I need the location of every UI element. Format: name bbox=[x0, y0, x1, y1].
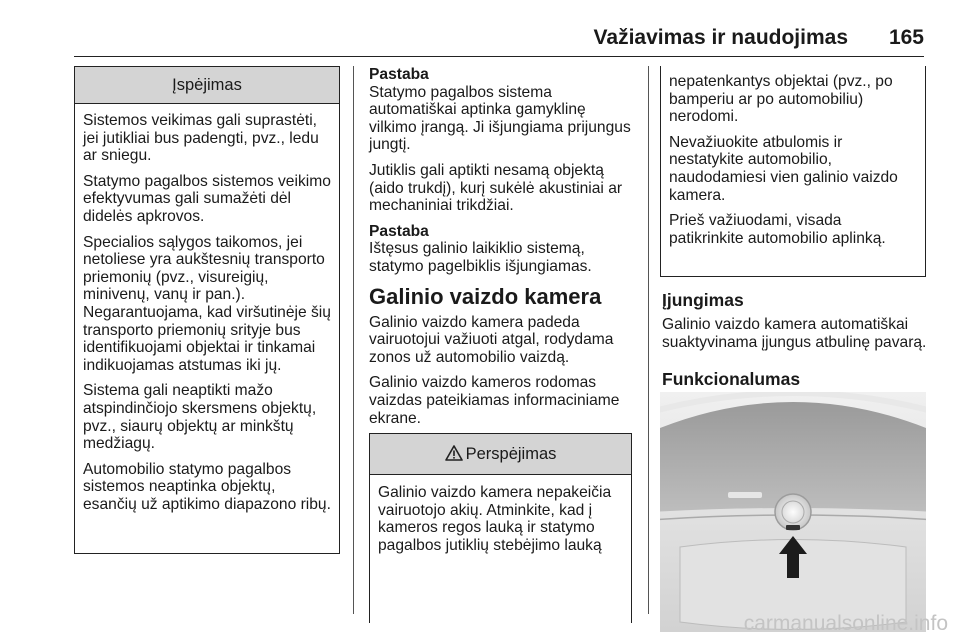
note-paragraph: Statymo pagalbos sistema automatiškai aptinka gamyklinę vilkimo įrangą. Ji išjungiama prijungus jungtį. bbox=[369, 83, 631, 154]
warning-paragraph: Nevažiuokite atbulomis ir nestatykite automobilio, naudodamiesi vien galinio vaizdo kamera. bbox=[669, 133, 898, 204]
page-number: 165 bbox=[888, 26, 924, 49]
warning-box-continued bbox=[660, 66, 926, 277]
warning-triangle-icon bbox=[445, 445, 463, 461]
warning-box-body bbox=[370, 475, 631, 554]
rear-camera-illustration bbox=[660, 392, 926, 632]
warning-box-perspejimas bbox=[369, 433, 632, 623]
note-paragraph: Ištęsus galinio laikiklio sistemą, statymo pagelbiklis išjungiamas. bbox=[369, 240, 592, 275]
warning-box-title: Įspėjimas bbox=[75, 67, 339, 104]
warning-box-body bbox=[661, 66, 925, 247]
subheading-funkcionalumas: Funkcionalumas bbox=[662, 369, 801, 390]
tailgate-drawing bbox=[660, 392, 926, 632]
note-label: Pastaba bbox=[369, 222, 429, 240]
warning-paragraph: Specialios sąlygos taikomos, jei netoliese yra aukštesnių transporto priemonių (pvz., visureigių, minivenų, vanų ir pan.). Negarantuojama, kad viršutinėje šių transporto priemonių srityje bus identifikuojami objektai ir tinkamai indikuojamas atstumas iki jų. bbox=[83, 233, 331, 374]
header-rule bbox=[74, 56, 924, 57]
warning-paragraph: Sistemos veikimas gali suprastėti, jei jutikliai bus padengti, pvz., ledu ar sniegu. bbox=[83, 112, 319, 165]
column-2 bbox=[369, 66, 635, 435]
section-paragraph: Galinio vaizdo kameros rodomas vaizdas pateikiamas informaciniame ekrane. bbox=[369, 374, 620, 427]
warning-box-body bbox=[75, 104, 339, 513]
section-heading: Galinio vaizdo kamera bbox=[369, 283, 602, 309]
subheading-ijungimas: Įjungimas bbox=[662, 290, 744, 310]
note-paragraph: Jutiklis gali aptikti nesamą objektą (aido trukdį), kurį sukėlė akustiniai ar mechaniniai trikdžiai. bbox=[369, 161, 623, 215]
note-label: Pastaba bbox=[369, 66, 429, 83]
paragraph-ijungimas: Galinio vaizdo kamera automatiškai suaktyvinama įjungus atbulinę pavarą. bbox=[662, 316, 927, 351]
warning-box-title-text: Perspėjimas bbox=[465, 445, 557, 463]
column-divider-1 bbox=[353, 66, 354, 614]
warning-box-ispejimas bbox=[74, 66, 340, 554]
watermark: carmanualsonline.info bbox=[743, 612, 948, 635]
warning-paragraph: Galinio vaizdo kamera nepakeičia vairuotojo akių. Atminkite, kad į kameros regos lauką ir statymo pagalbos jutiklių stebėjimo lauką bbox=[378, 484, 612, 554]
warning-box-title bbox=[370, 434, 631, 475]
section-paragraph: Galinio vaizdo kamera padeda vairuotojui važiuoti atgal, rodydama zonos už automobilio vaizdą. bbox=[369, 313, 614, 366]
warning-paragraph: Automobilio statymo pagalbos sistemos neaptinka objektų, esančių už aptikimo diapazono ribų. bbox=[83, 460, 331, 513]
warning-paragraph: Statymo pagalbos sistemos veikimo efektyvumas gali sumažėti dėl didelės apkrovos. bbox=[83, 172, 331, 225]
warning-paragraph: nepatenkantys objektai (pvz., po bamperiu ar po automobiliu) nerodomi. bbox=[669, 73, 893, 126]
warning-paragraph: Sistema gali neaptikti mažo atspindinčiojo skersmens objektų, pvz., siaurų objektų ar minkštų medžiagų. bbox=[83, 382, 317, 453]
warning-paragraph: Prieš važiuodami, visada patikrinkite automobilio aplinką. bbox=[669, 212, 886, 247]
column-3 bbox=[662, 290, 928, 395]
column-divider-2 bbox=[648, 66, 649, 614]
running-header-title: Važiavimas ir naudojimas bbox=[593, 26, 848, 49]
